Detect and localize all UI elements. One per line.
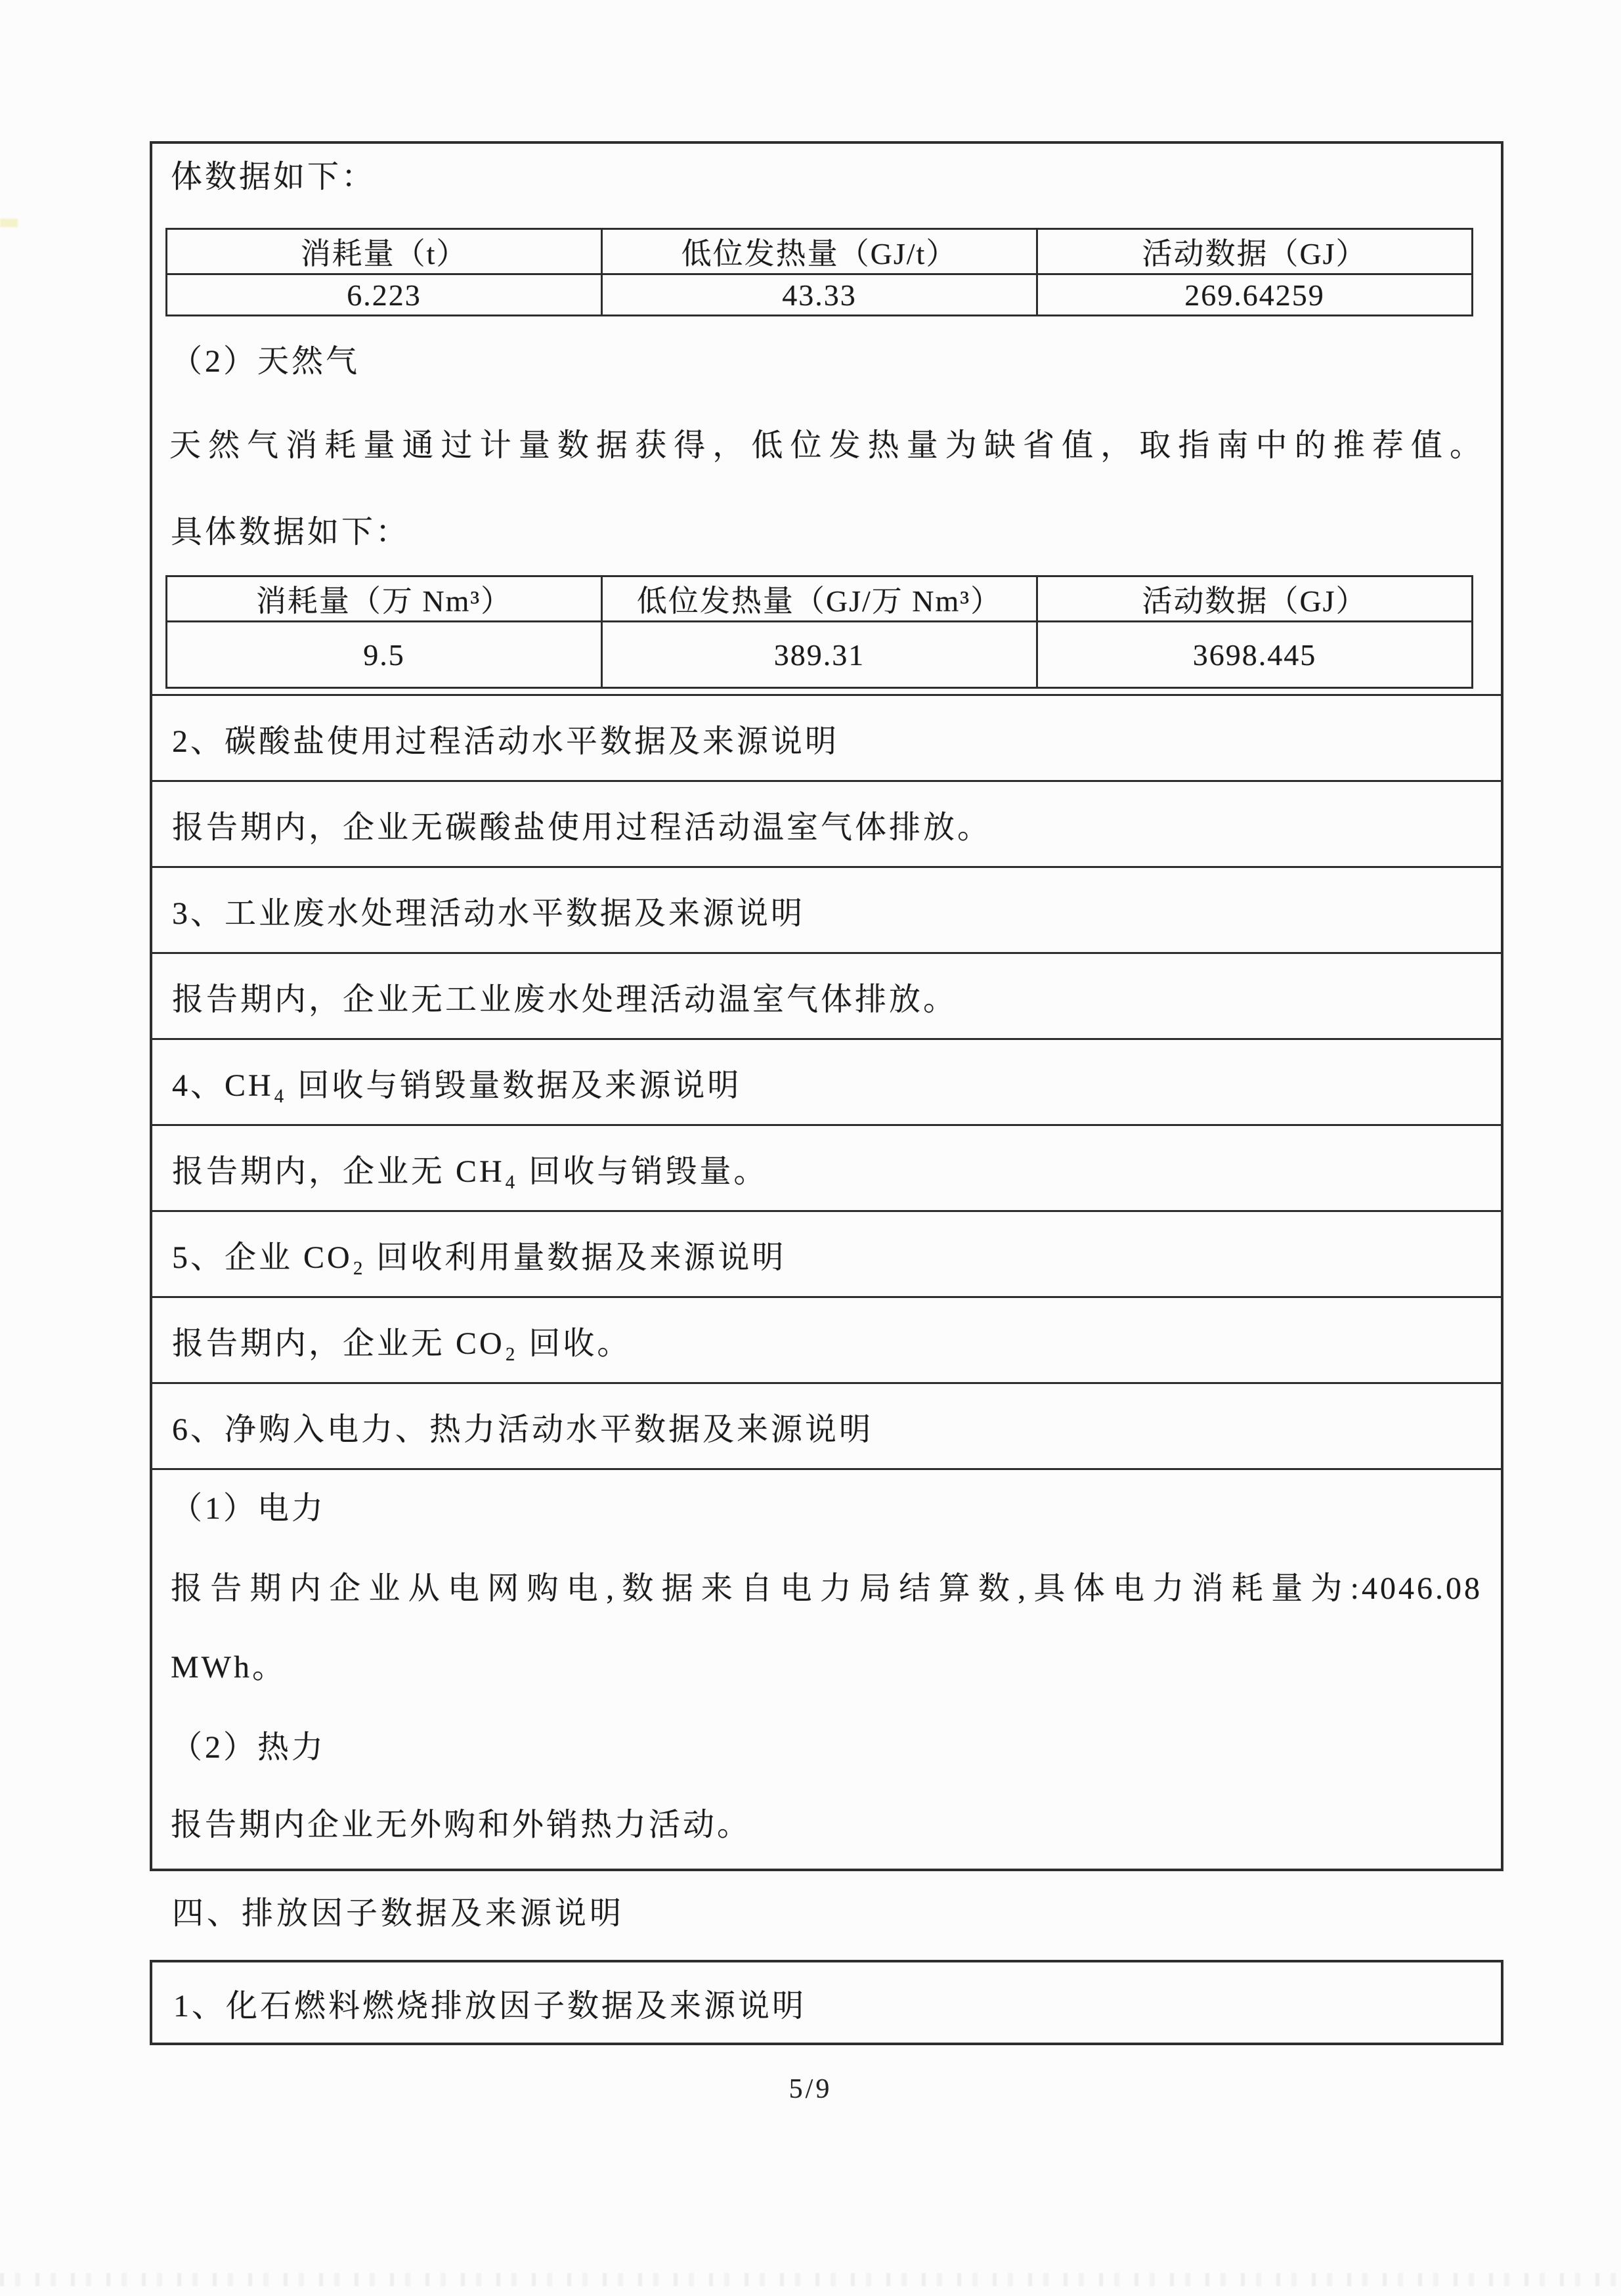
gas-activity-data-value: 3698.445 [1037,622,1473,688]
table-value-row [167,274,1473,316]
section-header-co2-recovery: 5、企业 CO₂ 回收利用量数据及来源说明 [152,1210,1501,1296]
section-content-co2-recovery: 报告期内，企业无 CO₂ 回收。 [152,1296,1501,1382]
section-content-ch4-recovery: 报告期内，企业无 CH₄ 回收与销毁量。 [152,1124,1501,1210]
section-header-carbonate: 2、碳酸盐使用过程活动水平数据及来源说明 [152,694,1501,780]
section-content-wastewater: 报告期内，企业无工业废水处理活动温室气体排放。 [152,952,1501,1038]
power-description-line1: 报告期内企业从电网购电,数据来自电力局结算数,具体电力消耗量为:4046.08 [171,1571,1482,1606]
activity-data-box [150,141,1503,1871]
scan-artifact-left-streak [0,219,18,227]
power-heat-detail-section [152,1468,1501,1869]
diesel-activity-data-value: 269.64259 [1037,274,1473,316]
table-value-row [167,622,1473,688]
diesel-heat-value: 43.33 [602,274,1037,316]
section-header-purchased-power-heat: 6、净购入电力、热力活动水平数据及来源说明 [152,1382,1501,1468]
heat-subheading: （2）热力 [171,1730,326,1765]
diesel-consumption-header: 消耗量（t） [167,229,602,274]
gas-heat-value: 389.31 [602,622,1037,688]
gas-consumption-value: 9.5 [167,622,602,688]
heat-description: 报告期内企业无外购和外销热力活动。 [171,1808,752,1842]
intro-line: 体数据如下： [171,160,376,194]
diesel-consumption-value: 6.223 [167,274,602,316]
power-subheading: （1）电力 [171,1491,326,1526]
gas-heat-value-header: 低位发热量（GJ/万 Nm³） [602,576,1037,622]
table-header-row [167,229,1473,274]
scan-artifact-bottom-noise [0,2273,1621,2286]
emission-factor-box [150,1960,1503,2045]
gas-data-intro: 具体数据如下： [171,515,410,550]
natural-gas-heading: （2）天然气 [171,344,360,379]
diesel-activity-data-header: 活动数据（GJ） [1037,229,1473,274]
natural-gas-description: 天然气消耗量通过计量数据获得，低位发热量为缺省值，取指南中的推荐值。 [169,428,1484,463]
section-content-carbonate: 报告期内，企业无碳酸盐使用过程活动温室气体排放。 [152,780,1501,866]
page-number: 5/9 [789,2074,832,2104]
section-header-wastewater: 3、工业废水处理活动水平数据及来源说明 [152,866,1501,952]
power-description-line2: MWh。 [171,1650,286,1685]
section-header-fossil-fuel-emission-factor: 1、化石燃料燃烧排放因子数据及来源说明 [173,1988,807,2024]
diesel-heat-value-header: 低位发热量（GJ/t） [602,229,1037,274]
diesel-data-table [165,228,1473,316]
fossil-fuel-data-section [152,144,1501,694]
section-four-title: 四、排放因子数据及来源说明 [172,1896,625,1931]
gas-activity-data-header: 活动数据（GJ） [1037,576,1473,622]
section-header-ch4-recovery: 4、CH₄ 回收与销毁量数据及来源说明 [152,1038,1501,1124]
table-header-row [167,576,1473,622]
natural-gas-data-table [165,575,1473,689]
gas-consumption-header: 消耗量（万 Nm³） [167,576,602,622]
